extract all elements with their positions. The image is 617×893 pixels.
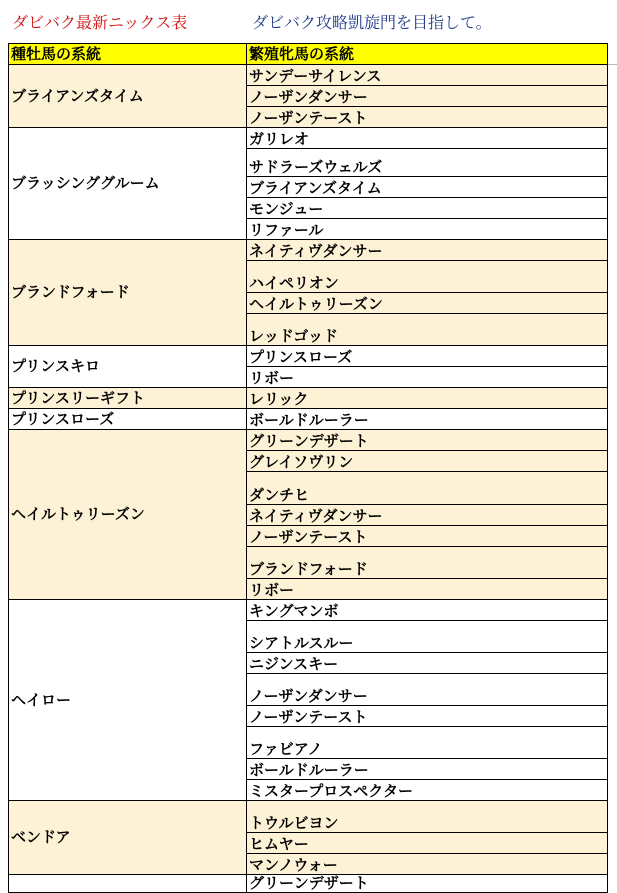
dam-line-cell: ダンチヒ [247, 472, 608, 505]
sire-line-cell: ブラッシンググルーム [9, 128, 247, 240]
dam-line-cell: ファビアノ [247, 727, 608, 759]
table-header-row [9, 44, 608, 65]
sire-line-cell: ブランドフォード [9, 240, 247, 346]
sire-line-cell: プリンスローズ [9, 409, 247, 430]
dam-line-cell: トウルビヨン [247, 801, 608, 833]
dam-line-cell: ノーザンテースト [247, 706, 608, 727]
table-body [9, 65, 608, 893]
table-row [9, 240, 608, 261]
header-sire: 種牡馬の系統 [9, 44, 247, 65]
dam-line-cell: マンノウォー [247, 854, 608, 875]
table-row [9, 65, 608, 86]
dam-line-cell: モンジュー [247, 198, 608, 219]
page-subtitle: ダビバク攻略凱旋門を目指して。 [252, 13, 492, 32]
table-row [9, 600, 608, 621]
dam-line-cell: ネイティヴダンサー [247, 240, 608, 261]
dam-line-cell: リボー [247, 579, 608, 600]
dam-line-cell: ノーザンダンサー [247, 674, 608, 706]
dam-line-cell: ブランドフォード [247, 547, 608, 579]
dam-line-cell: レリック [247, 388, 608, 409]
nicks-table [8, 43, 608, 893]
dam-line-cell: レッドゴッド [247, 314, 608, 346]
sire-line-cell: ヘイロー [9, 600, 247, 801]
dam-line-cell: ニジンスキー [247, 653, 608, 674]
dam-line-cell: ガリレオ [247, 128, 608, 149]
dam-line-cell: シアトルスルー [247, 621, 608, 653]
dam-line-cell: ヒムヤー [247, 833, 608, 854]
table-row [9, 409, 608, 430]
dam-line-cell: ブライアンズタイム [247, 177, 608, 198]
table-row [9, 801, 608, 833]
sire-line-cell: ベンドア [9, 801, 247, 875]
dam-line-cell: グリーンデザート [247, 430, 608, 451]
header-dam: 繁殖牝馬の系統 [247, 44, 608, 65]
dam-line-cell: グリーンデザート [247, 875, 608, 893]
dam-line-cell: グレイソヴリン [247, 451, 608, 472]
page-title: ダビバク最新ニックス表 [12, 13, 188, 32]
dam-line-cell: ボールドルーラー [247, 409, 608, 430]
dam-line-cell: プリンスローズ [247, 346, 608, 367]
dam-line-cell: サドラーズウェルズ [247, 149, 608, 177]
dam-line-cell: ノーザンテースト [247, 526, 608, 547]
table-row [9, 388, 608, 409]
sire-line-cell: プリンスキロ [9, 346, 247, 388]
sire-line-cell [9, 875, 247, 893]
dam-line-cell: ヘイルトゥリーズン [247, 293, 608, 314]
sire-line-cell: プリンスリーギフト [9, 388, 247, 409]
sire-line-cell: ヘイルトゥリーズン [9, 430, 247, 600]
table-row [9, 346, 608, 367]
dam-line-cell: ミスタープロスペクター [247, 780, 608, 801]
dam-line-cell: サンデーサイレンス [247, 65, 608, 86]
divider [607, 64, 617, 65]
dam-line-cell: リファール [247, 219, 608, 240]
dam-line-cell: ボールドルーラー [247, 759, 608, 780]
dam-line-cell: リボー [247, 367, 608, 388]
table-row [9, 430, 608, 451]
dam-line-cell: ノーザンダンサー [247, 86, 608, 107]
dam-line-cell: ネイティヴダンサー [247, 505, 608, 526]
dam-line-cell: キングマンボ [247, 600, 608, 621]
table-row [9, 875, 608, 893]
sire-line-cell: ブライアンズタイム [9, 65, 247, 128]
dam-line-cell: ハイペリオン [247, 261, 608, 293]
dam-line-cell: ノーザンテースト [247, 107, 608, 128]
table-row [9, 128, 608, 149]
